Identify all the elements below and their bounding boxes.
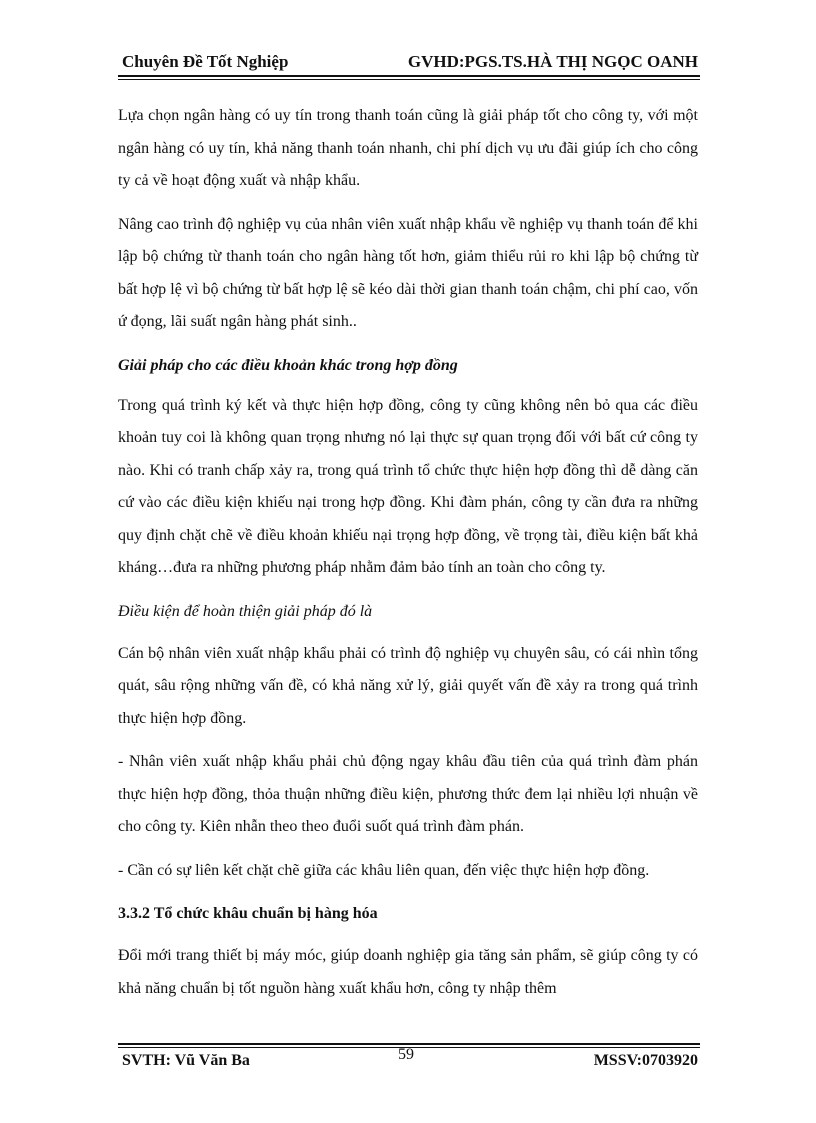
document-body — [118, 100, 698, 1016]
section-heading: 3.3.2 Tổ chức khâu chuẩn bị hàng hóa — [118, 905, 378, 922]
subheading: Điều kiện để hoàn thiện giải pháp đó là — [118, 602, 373, 620]
section-heading: Giải pháp cho các điều khoản khác trong hợp đồng — [118, 356, 458, 374]
footer-student-id: MSSV:0703920 — [593, 1052, 698, 1069]
paragraph: Cán bộ nhân viên xuất nhập khẩu phải có trình độ nghiệp vụ chuyên sâu, có cái nhìn tổng quát, sâu rộng những vấn đề, có khả năng xử lý, giải quyết vấn đề xảy ra trong quá trình thực hiện hợp đồng. — [118, 644, 698, 727]
page-footer — [118, 1046, 700, 1074]
header-advisor: GVHD:PGS.TS.HÀ THỊ NGỌC OANH — [407, 52, 698, 71]
bullet-paragraph: - Cần có sự liên kết chặt chẽ giữa các khâu liên quan, đến việc thực hiện hợp đồng. — [118, 861, 650, 879]
paragraph: Nâng cao trình độ nghiệp vụ của nhân viên xuất nhập khẩu về nghiệp vụ thanh toán để khi lập bộ chứng từ thanh toán cho ngân hàng tốt hơn, giảm thiểu rủi ro khi lập bộ chứng từ bất hợp lệ vì bộ chứng từ bất hợp lệ sẽ kéo dài thời gian thanh toán chậm, chi phí cao, vốn ứ đọng, lãi suất ngân hàng phát sinh.. — [118, 215, 698, 330]
page-header — [118, 50, 700, 74]
footer-student: SVTH: Vũ Văn Ba — [122, 1052, 250, 1069]
header-divider — [118, 75, 700, 80]
paragraph: Đổi mới trang thiết bị máy móc, giúp doanh nghiệp gia tăng sản phẩm, sẽ giúp công ty có khả năng chuẩn bị tốt nguồn hàng xuất khẩu hơn, công ty nhập thêm — [118, 947, 698, 997]
paragraph: Trong quá trình ký kết và thực hiện hợp đồng, công ty cũng không nên bỏ qua các điều khoản tuy coi là không quan trọng nhưng nó lại thực sự quan trọng đối với bất cứ công ty nào. Khi có tranh chấp xảy ra, trong quá trình tổ chức thực hiện hợp đồng thì dễ dàng căn cứ vào các điều kiện khiếu nại trong hợp đồng. Khi đàm phán, công ty cần đưa ra những quy định chặt chẽ về điều khoản khiếu nại trọng hợp đồng, về trọng tài, điều kiện bất khả kháng…đưa ra những phương pháp nhằm đảm bảo tính an toàn cho công ty. — [118, 396, 698, 576]
bullet-paragraph: - Nhân viên xuất nhập khẩu phải chủ động ngay khâu đầu tiên của quá trình đàm phán thực hiện hợp đồng, thỏa thuận những điều kiện, phương thức đem lại nhiều lợi nhuận về cho công ty. Kiên nhẫn theo theo đuổi suốt quá trình đàm phán. — [118, 753, 698, 835]
page-number: 59 — [398, 1046, 414, 1063]
header-title: Chuyên Đề Tốt Nghiệp — [122, 52, 289, 71]
paragraph: Lựa chọn ngân hàng có uy tín trong thanh toán cũng là giải pháp tốt cho công ty, với một ngân hàng có uy tín, khả năng thanh toán nhanh, chi phí dịch vụ ưu đãi giúp ích cho công ty cả về hoạt động xuất và nhập khẩu. — [118, 107, 698, 189]
